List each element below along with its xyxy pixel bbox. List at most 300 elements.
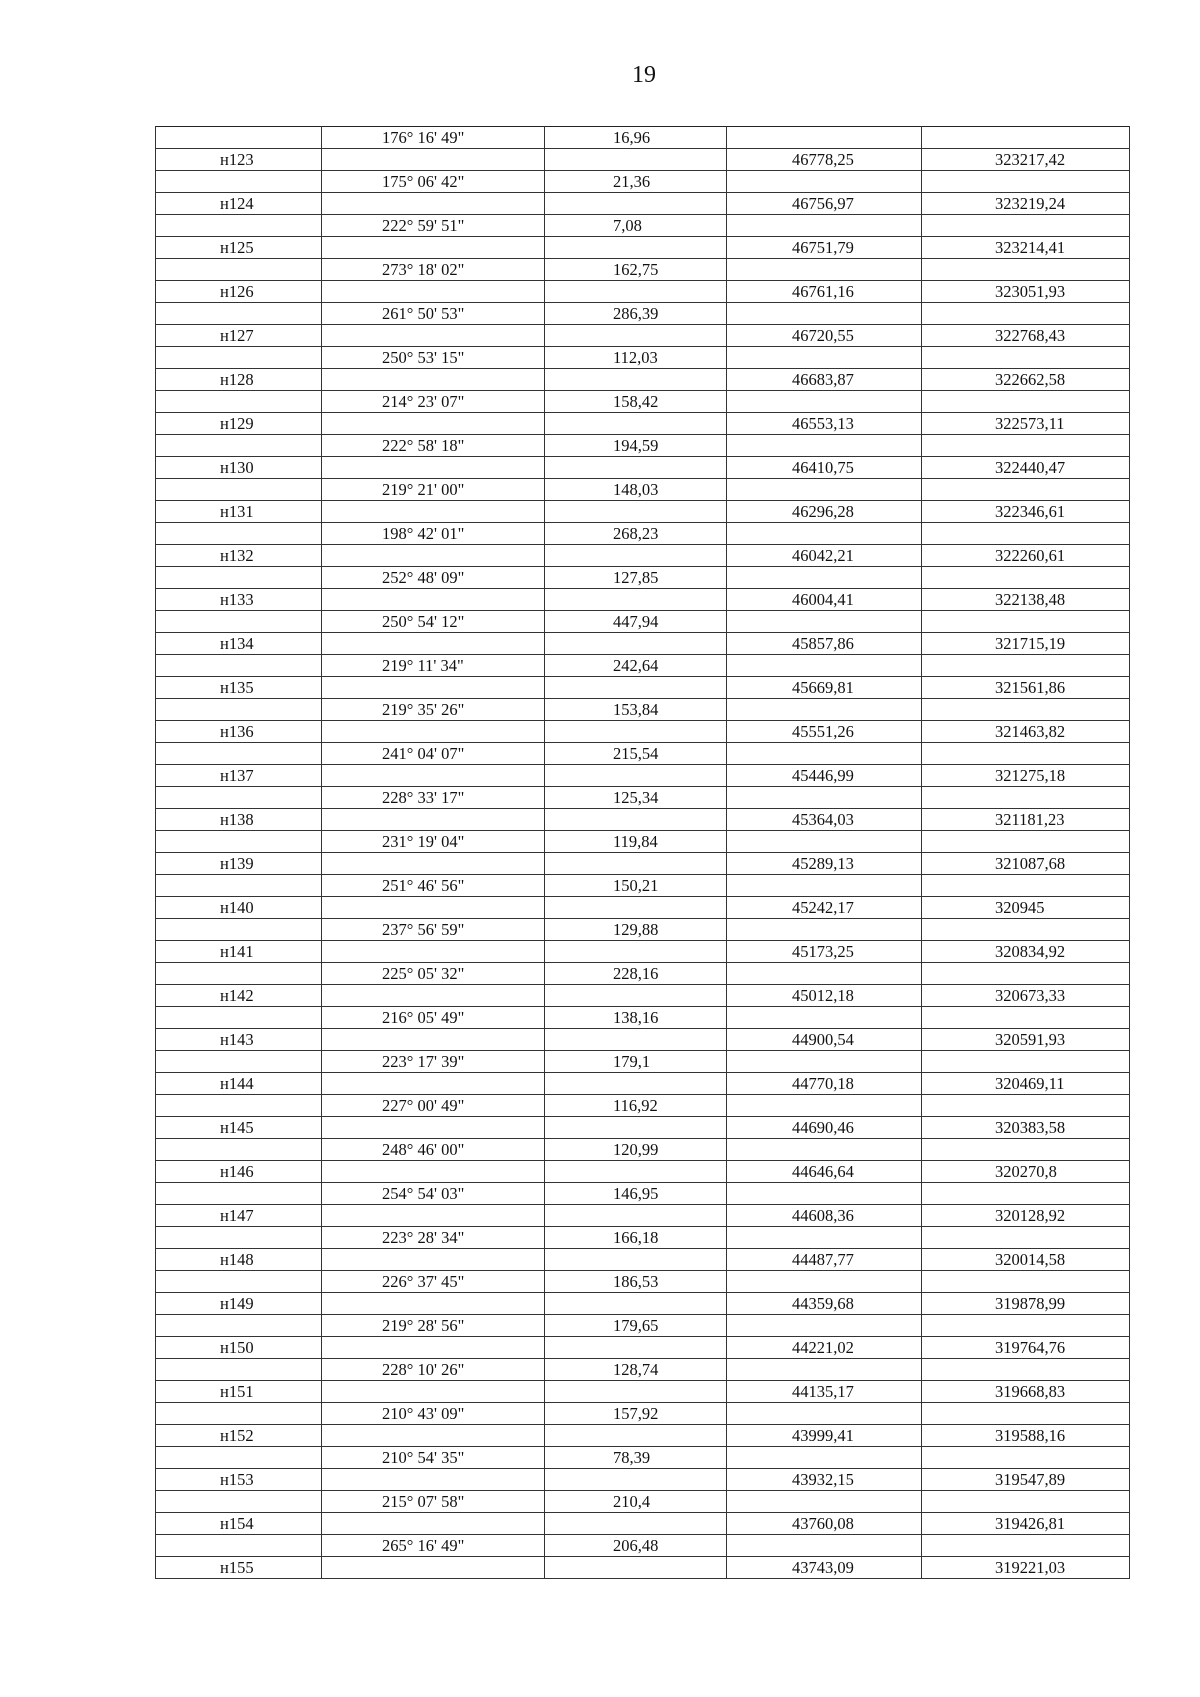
point-row	[156, 501, 1130, 523]
point-name-cell: н141	[156, 941, 322, 963]
point-name-cell: н137	[156, 765, 322, 787]
point-row	[156, 545, 1130, 567]
distance-cell: 116,92	[545, 1095, 727, 1117]
segment-row	[156, 611, 1130, 633]
segment-row	[156, 1535, 1130, 1557]
x-coordinate-cell: 44221,02	[727, 1337, 922, 1359]
distance-cell: 286,39	[545, 303, 727, 325]
point-name-cell: н144	[156, 1073, 322, 1095]
empty-cell	[322, 1557, 545, 1579]
empty-cell	[922, 567, 1130, 589]
x-coordinate-cell: 46761,16	[727, 281, 922, 303]
empty-cell	[156, 303, 322, 325]
point-row	[156, 237, 1130, 259]
direction-angle-cell: 250° 54' 12"	[322, 611, 545, 633]
empty-cell	[727, 699, 922, 721]
empty-cell	[322, 897, 545, 919]
empty-cell	[156, 1183, 322, 1205]
empty-cell	[727, 831, 922, 853]
empty-cell	[545, 941, 727, 963]
segment-row	[156, 1403, 1130, 1425]
empty-cell	[322, 853, 545, 875]
point-name-cell: н150	[156, 1337, 322, 1359]
empty-cell	[727, 1007, 922, 1029]
empty-cell	[322, 1425, 545, 1447]
empty-cell	[156, 1535, 322, 1557]
direction-angle-cell: 237° 56' 59"	[322, 919, 545, 941]
empty-cell	[322, 237, 545, 259]
point-name-cell: н136	[156, 721, 322, 743]
distance-cell: 158,42	[545, 391, 727, 413]
point-row	[156, 941, 1130, 963]
point-row	[156, 1073, 1130, 1095]
empty-cell	[156, 875, 322, 897]
point-row	[156, 809, 1130, 831]
y-coordinate-cell: 322346,61	[922, 501, 1130, 523]
empty-cell	[727, 963, 922, 985]
point-row	[156, 721, 1130, 743]
empty-cell	[322, 1073, 545, 1095]
point-row	[156, 149, 1130, 171]
empty-cell	[727, 259, 922, 281]
direction-angle-cell: 215° 07' 58"	[322, 1491, 545, 1513]
empty-cell	[727, 875, 922, 897]
empty-cell	[156, 435, 322, 457]
point-name-cell: н151	[156, 1381, 322, 1403]
point-row	[156, 677, 1130, 699]
direction-angle-cell: 223° 17' 39"	[322, 1051, 545, 1073]
empty-cell	[727, 1051, 922, 1073]
direction-angle-cell: 176° 16' 49"	[322, 127, 545, 149]
empty-cell	[322, 325, 545, 347]
empty-cell	[156, 259, 322, 281]
empty-cell	[545, 1249, 727, 1271]
point-row	[156, 325, 1130, 347]
x-coordinate-cell: 45242,17	[727, 897, 922, 919]
empty-cell	[156, 1051, 322, 1073]
empty-cell	[727, 479, 922, 501]
point-row	[156, 1425, 1130, 1447]
segment-row	[156, 699, 1130, 721]
distance-cell: 16,96	[545, 127, 727, 149]
segment-row	[156, 919, 1130, 941]
y-coordinate-cell: 320945	[922, 897, 1130, 919]
coordinates-table	[155, 126, 1130, 1579]
coordinates-table-body	[156, 127, 1130, 1579]
x-coordinate-cell: 46720,55	[727, 325, 922, 347]
x-coordinate-cell: 46553,13	[727, 413, 922, 435]
empty-cell	[156, 743, 322, 765]
direction-angle-cell: 225° 05' 32"	[322, 963, 545, 985]
segment-row	[156, 1491, 1130, 1513]
y-coordinate-cell: 319588,16	[922, 1425, 1130, 1447]
point-name-cell: н125	[156, 237, 322, 259]
empty-cell	[322, 149, 545, 171]
direction-angle-cell: 261° 50' 53"	[322, 303, 545, 325]
empty-cell	[545, 193, 727, 215]
empty-cell	[922, 1315, 1130, 1337]
segment-row	[156, 1007, 1130, 1029]
point-name-cell: н145	[156, 1117, 322, 1139]
empty-cell	[545, 369, 727, 391]
empty-cell	[545, 809, 727, 831]
distance-cell: 179,65	[545, 1315, 727, 1337]
direction-angle-cell: 219° 11' 34"	[322, 655, 545, 677]
distance-cell: 148,03	[545, 479, 727, 501]
empty-cell	[727, 1535, 922, 1557]
point-name-cell: н138	[156, 809, 322, 831]
y-coordinate-cell: 323051,93	[922, 281, 1130, 303]
x-coordinate-cell: 43760,08	[727, 1513, 922, 1535]
empty-cell	[322, 457, 545, 479]
y-coordinate-cell: 320591,93	[922, 1029, 1130, 1051]
empty-cell	[922, 1491, 1130, 1513]
empty-cell	[922, 1007, 1130, 1029]
y-coordinate-cell: 322138,48	[922, 589, 1130, 611]
y-coordinate-cell: 321275,18	[922, 765, 1130, 787]
empty-cell	[156, 1315, 322, 1337]
x-coordinate-cell: 44135,17	[727, 1381, 922, 1403]
direction-angle-cell: 222° 59' 51"	[322, 215, 545, 237]
empty-cell	[922, 259, 1130, 281]
point-row	[156, 413, 1130, 435]
distance-cell: 447,94	[545, 611, 727, 633]
segment-row	[156, 567, 1130, 589]
distance-cell: 166,18	[545, 1227, 727, 1249]
point-row	[156, 1117, 1130, 1139]
x-coordinate-cell: 46778,25	[727, 149, 922, 171]
empty-cell	[545, 721, 727, 743]
y-coordinate-cell: 320673,33	[922, 985, 1130, 1007]
empty-cell	[156, 523, 322, 545]
empty-cell	[322, 1249, 545, 1271]
empty-cell	[545, 765, 727, 787]
segment-row	[156, 831, 1130, 853]
empty-cell	[922, 479, 1130, 501]
segment-row	[156, 435, 1130, 457]
empty-cell	[322, 809, 545, 831]
empty-cell	[727, 303, 922, 325]
empty-cell	[156, 1447, 322, 1469]
point-row	[156, 1293, 1130, 1315]
x-coordinate-cell: 46004,41	[727, 589, 922, 611]
empty-cell	[545, 281, 727, 303]
segment-row	[156, 1447, 1130, 1469]
empty-cell	[727, 1227, 922, 1249]
empty-cell	[156, 1227, 322, 1249]
distance-cell: 127,85	[545, 567, 727, 589]
empty-cell	[727, 1403, 922, 1425]
segment-row	[156, 523, 1130, 545]
point-row	[156, 193, 1130, 215]
y-coordinate-cell: 321087,68	[922, 853, 1130, 875]
direction-angle-cell: 254° 54' 03"	[322, 1183, 545, 1205]
x-coordinate-cell: 44359,68	[727, 1293, 922, 1315]
distance-cell: 206,48	[545, 1535, 727, 1557]
empty-cell	[727, 787, 922, 809]
empty-cell	[727, 1491, 922, 1513]
empty-cell	[727, 1359, 922, 1381]
empty-cell	[322, 1205, 545, 1227]
segment-row	[156, 391, 1130, 413]
x-coordinate-cell: 45364,03	[727, 809, 922, 831]
y-coordinate-cell: 323214,41	[922, 237, 1130, 259]
empty-cell	[156, 787, 322, 809]
direction-angle-cell: 250° 53' 15"	[322, 347, 545, 369]
x-coordinate-cell: 45857,86	[727, 633, 922, 655]
point-name-cell: н148	[156, 1249, 322, 1271]
empty-cell	[545, 853, 727, 875]
segment-row	[156, 1271, 1130, 1293]
direction-angle-cell: 251° 46' 56"	[322, 875, 545, 897]
distance-cell: 125,34	[545, 787, 727, 809]
empty-cell	[922, 127, 1130, 149]
y-coordinate-cell: 319547,89	[922, 1469, 1130, 1491]
direction-angle-cell: 210° 43' 09"	[322, 1403, 545, 1425]
segment-row	[156, 787, 1130, 809]
distance-cell: 146,95	[545, 1183, 727, 1205]
point-name-cell: н153	[156, 1469, 322, 1491]
empty-cell	[727, 391, 922, 413]
empty-cell	[322, 501, 545, 523]
empty-cell	[922, 1271, 1130, 1293]
empty-cell	[922, 215, 1130, 237]
empty-cell	[322, 1337, 545, 1359]
empty-cell	[727, 655, 922, 677]
empty-cell	[545, 1073, 727, 1095]
point-name-cell: н132	[156, 545, 322, 567]
point-row	[156, 457, 1130, 479]
segment-row	[156, 347, 1130, 369]
empty-cell	[545, 589, 727, 611]
distance-cell: 129,88	[545, 919, 727, 941]
point-name-cell: н130	[156, 457, 322, 479]
point-name-cell: н127	[156, 325, 322, 347]
empty-cell	[922, 655, 1130, 677]
segment-row	[156, 171, 1130, 193]
direction-angle-cell: 231° 19' 04"	[322, 831, 545, 853]
y-coordinate-cell: 320383,58	[922, 1117, 1130, 1139]
coordinates-table-container	[155, 126, 1129, 1579]
empty-cell	[922, 1403, 1130, 1425]
x-coordinate-cell: 44487,77	[727, 1249, 922, 1271]
empty-cell	[156, 1491, 322, 1513]
empty-cell	[922, 1051, 1130, 1073]
segment-row	[156, 1139, 1130, 1161]
distance-cell: 119,84	[545, 831, 727, 853]
empty-cell	[156, 1403, 322, 1425]
direction-angle-cell: 227° 00' 49"	[322, 1095, 545, 1117]
point-row	[156, 589, 1130, 611]
distance-cell: 7,08	[545, 215, 727, 237]
direction-angle-cell: 273° 18' 02"	[322, 259, 545, 281]
x-coordinate-cell: 45669,81	[727, 677, 922, 699]
point-name-cell: н143	[156, 1029, 322, 1051]
empty-cell	[727, 1183, 922, 1205]
segment-row	[156, 963, 1130, 985]
empty-cell	[156, 171, 322, 193]
empty-cell	[922, 831, 1130, 853]
empty-cell	[156, 1139, 322, 1161]
empty-cell	[545, 1337, 727, 1359]
empty-cell	[545, 1513, 727, 1535]
direction-angle-cell: 219° 21' 00"	[322, 479, 545, 501]
point-row	[156, 1029, 1130, 1051]
empty-cell	[156, 1095, 322, 1117]
empty-cell	[727, 611, 922, 633]
y-coordinate-cell: 320128,92	[922, 1205, 1130, 1227]
y-coordinate-cell: 322440,47	[922, 457, 1130, 479]
empty-cell	[727, 743, 922, 765]
empty-cell	[156, 127, 322, 149]
y-coordinate-cell: 321715,19	[922, 633, 1130, 655]
empty-cell	[727, 523, 922, 545]
empty-cell	[922, 963, 1130, 985]
empty-cell	[322, 1029, 545, 1051]
y-coordinate-cell: 319668,83	[922, 1381, 1130, 1403]
empty-cell	[156, 1359, 322, 1381]
y-coordinate-cell: 320014,58	[922, 1249, 1130, 1271]
point-name-cell: н126	[156, 281, 322, 303]
point-name-cell: н124	[156, 193, 322, 215]
point-row	[156, 1249, 1130, 1271]
empty-cell	[545, 325, 727, 347]
empty-cell	[727, 435, 922, 457]
empty-cell	[727, 127, 922, 149]
y-coordinate-cell: 323219,24	[922, 193, 1130, 215]
empty-cell	[322, 1513, 545, 1535]
empty-cell	[727, 215, 922, 237]
x-coordinate-cell: 46296,28	[727, 501, 922, 523]
point-name-cell: н123	[156, 149, 322, 171]
empty-cell	[922, 919, 1130, 941]
empty-cell	[322, 985, 545, 1007]
empty-cell	[322, 1117, 545, 1139]
point-name-cell: н134	[156, 633, 322, 655]
distance-cell: 215,54	[545, 743, 727, 765]
empty-cell	[322, 677, 545, 699]
point-row	[156, 1557, 1130, 1579]
empty-cell	[545, 457, 727, 479]
x-coordinate-cell: 43932,15	[727, 1469, 922, 1491]
y-coordinate-cell: 320469,11	[922, 1073, 1130, 1095]
empty-cell	[922, 171, 1130, 193]
x-coordinate-cell: 44770,18	[727, 1073, 922, 1095]
x-coordinate-cell: 45173,25	[727, 941, 922, 963]
point-name-cell: н140	[156, 897, 322, 919]
empty-cell	[922, 1095, 1130, 1117]
empty-cell	[922, 347, 1130, 369]
empty-cell	[156, 963, 322, 985]
point-row	[156, 853, 1130, 875]
empty-cell	[156, 699, 322, 721]
x-coordinate-cell: 46042,21	[727, 545, 922, 567]
direction-angle-cell: 241° 04' 07"	[322, 743, 545, 765]
y-coordinate-cell: 321561,86	[922, 677, 1130, 699]
point-name-cell: н135	[156, 677, 322, 699]
y-coordinate-cell: 319878,99	[922, 1293, 1130, 1315]
point-name-cell: н152	[156, 1425, 322, 1447]
segment-row	[156, 1095, 1130, 1117]
empty-cell	[545, 633, 727, 655]
empty-cell	[545, 1557, 727, 1579]
segment-row	[156, 655, 1130, 677]
x-coordinate-cell: 46683,87	[727, 369, 922, 391]
point-name-cell: н142	[156, 985, 322, 1007]
y-coordinate-cell: 319426,81	[922, 1513, 1130, 1535]
empty-cell	[322, 1381, 545, 1403]
empty-cell	[727, 347, 922, 369]
empty-cell	[156, 655, 322, 677]
segment-row	[156, 875, 1130, 897]
distance-cell: 268,23	[545, 523, 727, 545]
direction-angle-cell: 248° 46' 00"	[322, 1139, 545, 1161]
x-coordinate-cell: 44900,54	[727, 1029, 922, 1051]
distance-cell: 179,1	[545, 1051, 727, 1073]
empty-cell	[727, 1271, 922, 1293]
point-row	[156, 1381, 1130, 1403]
point-name-cell: н131	[156, 501, 322, 523]
empty-cell	[727, 1315, 922, 1337]
empty-cell	[322, 545, 545, 567]
y-coordinate-cell: 323217,42	[922, 149, 1130, 171]
x-coordinate-cell: 46756,97	[727, 193, 922, 215]
distance-cell: 157,92	[545, 1403, 727, 1425]
x-coordinate-cell: 45446,99	[727, 765, 922, 787]
distance-cell: 120,99	[545, 1139, 727, 1161]
direction-angle-cell: 228° 33' 17"	[322, 787, 545, 809]
distance-cell: 242,64	[545, 655, 727, 677]
empty-cell	[727, 1447, 922, 1469]
segment-row	[156, 1183, 1130, 1205]
empty-cell	[156, 1271, 322, 1293]
empty-cell	[322, 941, 545, 963]
empty-cell	[322, 1161, 545, 1183]
direction-angle-cell: 210° 54' 35"	[322, 1447, 545, 1469]
x-coordinate-cell: 46410,75	[727, 457, 922, 479]
empty-cell	[545, 1161, 727, 1183]
direction-angle-cell: 222° 58' 18"	[322, 435, 545, 457]
empty-cell	[156, 611, 322, 633]
empty-cell	[156, 1007, 322, 1029]
empty-cell	[322, 721, 545, 743]
page-number: 19	[632, 62, 656, 88]
empty-cell	[156, 831, 322, 853]
point-row	[156, 281, 1130, 303]
empty-cell	[322, 413, 545, 435]
y-coordinate-cell: 321463,82	[922, 721, 1130, 743]
point-row	[156, 1469, 1130, 1491]
empty-cell	[322, 369, 545, 391]
empty-cell	[727, 919, 922, 941]
point-name-cell: н129	[156, 413, 322, 435]
distance-cell: 194,59	[545, 435, 727, 457]
empty-cell	[922, 787, 1130, 809]
point-name-cell: н146	[156, 1161, 322, 1183]
point-row	[156, 1337, 1130, 1359]
distance-cell: 162,75	[545, 259, 727, 281]
empty-cell	[922, 1447, 1130, 1469]
empty-cell	[545, 501, 727, 523]
empty-cell	[545, 1425, 727, 1447]
empty-cell	[922, 391, 1130, 413]
empty-cell	[922, 875, 1130, 897]
empty-cell	[545, 897, 727, 919]
empty-cell	[545, 1117, 727, 1139]
empty-cell	[922, 523, 1130, 545]
empty-cell	[727, 1095, 922, 1117]
y-coordinate-cell: 322260,61	[922, 545, 1130, 567]
